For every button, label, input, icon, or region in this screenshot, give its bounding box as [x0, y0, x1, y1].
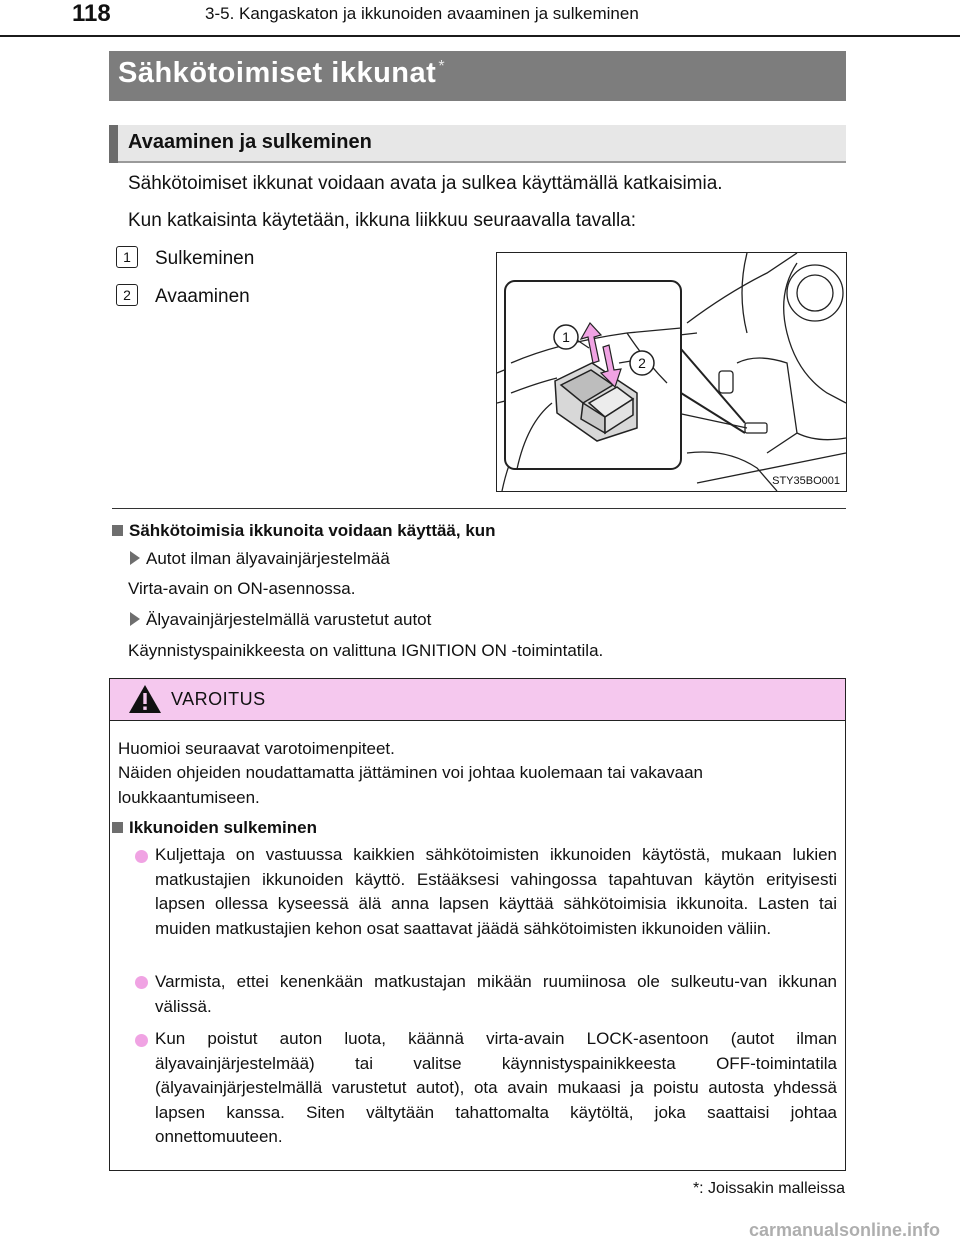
- warning-bullet-3: Kun poistut auton luota, käännä virta-avain LOCK-asentoon (autot ilman älyavainjärjestelmää) tai valitse käynnistyspainikkeesta OFF-toimintatila (älyavainjärjestelmällä varustetut autot), ota avain mukaasi ja poistu autosta yhdessä lapsen kanssa. Siten vältytään tahattomalta käytöltä, joka saattaisi johtaa onnettomuuteen.: [155, 1029, 837, 1146]
- item-number-1-badge: 1: [116, 246, 138, 268]
- square-bullet-icon: [112, 525, 123, 536]
- intro-paragraph-2: Kun katkaisinta käytetään, ikkuna liikkuu seuraavalla tavalla:: [128, 210, 637, 231]
- title-asterisk: *: [438, 58, 446, 76]
- warning-triangle-icon: [128, 683, 162, 715]
- intro-paragraph-1: Sähkötoimiset ikkunat voidaan avata ja sulkea käyttämällä katkaisimia.: [128, 173, 723, 194]
- section-heading: Avaaminen ja sulkeminen: [128, 131, 372, 153]
- item-label-opening: Avaaminen: [155, 286, 250, 307]
- triangle-bullet-icon: [130, 551, 140, 565]
- warning-intro-line-1: Huomioi seuraavat varotoimenpiteet.: [118, 739, 395, 758]
- page-number: 118: [72, 0, 111, 27]
- condition-sub-1: [130, 549, 390, 569]
- warning-title: VAROITUS: [171, 689, 266, 709]
- illustration-callout-1: 1: [562, 329, 570, 345]
- triangle-bullet-icon: [130, 612, 140, 626]
- warning-intro-line-2: Näiden ohjeiden noudattamatta jättäminen voi johtaa kuolemaan tai vakavaan: [118, 763, 704, 782]
- running-head: 3-5. Kangaskaton ja ikkunoiden avaaminen ja sulkeminen: [205, 4, 639, 23]
- header-rule: [0, 35, 960, 37]
- footnote: *: Joissakin malleissa: [692, 1180, 845, 1197]
- window-switch-illustration: [496, 252, 847, 492]
- conditions-heading: [112, 521, 496, 541]
- warning-subheading: [112, 816, 317, 841]
- illustration-callout-2: 2: [638, 355, 646, 371]
- condition-sub-2-text: Älyavainjärjestelmällä varustetut autot: [146, 610, 432, 629]
- condition-sub-1-text: Autot ilman älyavainjärjestelmää: [146, 549, 390, 568]
- warning-bullet-2: Varmista, ettei kenenkään matkustajan mikään ruumiinosa ole sulkeutu-van ikkunan välissä.: [155, 972, 837, 1016]
- illustration-code: STY35BO001: [772, 475, 840, 487]
- warning-subheading-text: Ikkunoiden sulkeminen: [129, 818, 317, 837]
- section-divider: [112, 508, 846, 509]
- site-watermark: carmanualsonline.info: [748, 1220, 940, 1240]
- warning-bullet-1: Kuljettaja on vastuussa kaikkien sähkötoimisten ikkunoiden käytöstä, mukaan lukien matkustajien ikkunoiden käyttö. Estääksesi vahingossa tapahtuvan käytön erityisesti lapsen ollessa kyseessä älä anna lapsen käyttää sähkötoimisia ikkunoita. Lasten tai muiden matkustajien kehon osat saattavat jäädä sähkötoimisten ikkunoiden väliin.: [155, 845, 837, 938]
- condition-text-1: Virta-avain on ON-asennossa.: [128, 579, 356, 598]
- condition-text-2: Käynnistyspainikkeesta on valittuna IGNITION ON -toimintatila.: [128, 641, 604, 660]
- bullet-dot-icon: [135, 850, 148, 863]
- conditions-heading-text: Sähkötoimisia ikkunoita voidaan käyttää, kun: [129, 521, 496, 540]
- bullet-dot-icon: [135, 1034, 148, 1047]
- section-accent: [109, 125, 118, 163]
- illustration-drawing: [497, 253, 846, 491]
- item-number-2-badge: 2: [116, 284, 138, 306]
- warning-intro-line-3: loukkaantumiseen.: [118, 788, 260, 807]
- item-label-closing: Sulkeminen: [155, 248, 255, 269]
- bullet-dot-icon: [135, 976, 148, 989]
- square-bullet-icon: [112, 822, 123, 833]
- page-title: [118, 57, 445, 90]
- page-title-text: Sähkötoimiset ikkunat: [118, 57, 437, 89]
- condition-sub-2: [130, 610, 431, 630]
